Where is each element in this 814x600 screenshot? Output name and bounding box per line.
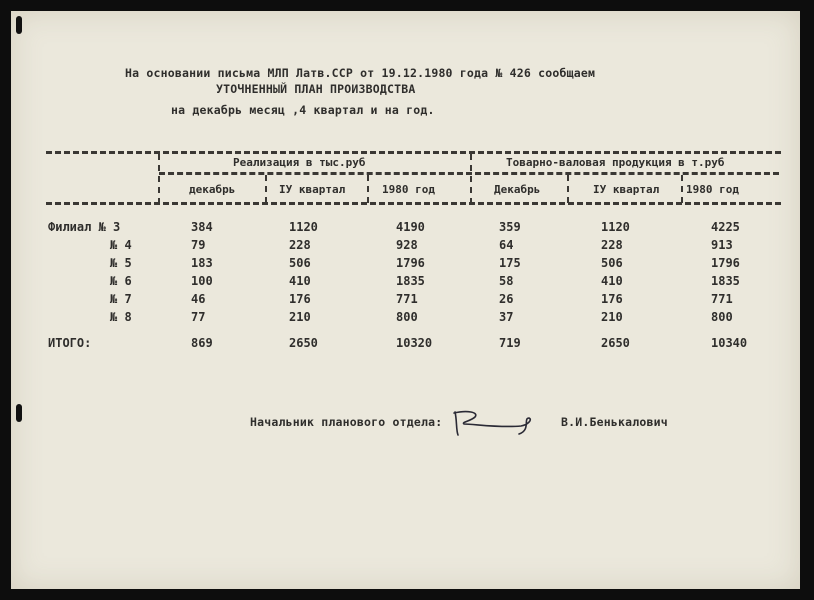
table-cell: 4225	[711, 220, 740, 234]
column-header: IУ квартал	[593, 183, 660, 196]
table-cell: 771	[396, 292, 418, 306]
header-line-1: На основании письма МЛП Латв.ССР от 19.12.1980 года № 426 сообщаем	[125, 66, 596, 80]
table-cell: 928	[396, 238, 418, 252]
table-divider	[470, 154, 472, 204]
table-cell: 4190	[396, 220, 425, 234]
row-label: № 4	[110, 238, 132, 252]
signatory-name: В.И.Бенькалович	[561, 415, 668, 429]
table-cell: 771	[711, 292, 733, 306]
table-cell: 1796	[711, 256, 740, 270]
table-cell: 506	[289, 256, 311, 270]
total-cell: 2650	[289, 336, 318, 350]
table-cell: 359	[499, 220, 521, 234]
table-cell: 46	[191, 292, 206, 306]
document-sheet	[11, 11, 800, 589]
table-cell: 183	[191, 256, 213, 270]
binding-hole	[16, 16, 22, 34]
group-header-production: Товарно-валовая продукция в т.руб	[506, 156, 725, 169]
table-cell: 1796	[396, 256, 425, 270]
table-cell: 64	[499, 238, 514, 252]
table-mid-rule	[159, 172, 779, 175]
row-label: № 7	[110, 292, 132, 306]
row-label: № 6	[110, 274, 132, 288]
total-label: ИТОГО:	[48, 336, 92, 350]
table-divider	[265, 175, 267, 203]
table-cell: 175	[499, 256, 521, 270]
total-cell: 869	[191, 336, 213, 350]
table-cell: 176	[289, 292, 311, 306]
table-cell: 37	[499, 310, 514, 324]
table-cell: 1835	[711, 274, 740, 288]
handwritten-signature	[449, 404, 539, 440]
table-divider	[158, 154, 160, 204]
total-cell: 10320	[396, 336, 433, 350]
table-cell: 410	[601, 274, 623, 288]
table-divider	[681, 175, 683, 203]
group-header-sales: Реализация в тыс.руб	[233, 156, 366, 169]
table-divider	[567, 175, 569, 203]
column-header: 1980 год	[382, 183, 435, 196]
table-cell: 26	[499, 292, 514, 306]
total-cell: 2650	[601, 336, 630, 350]
table-cell: 800	[396, 310, 418, 324]
table-cell: 1120	[289, 220, 318, 234]
table-cell: 58	[499, 274, 514, 288]
column-header: 1980 год	[686, 183, 739, 196]
signature-title: Начальник планового отдела:	[250, 415, 443, 429]
table-cell: 79	[191, 238, 206, 252]
column-header: Декабрь	[494, 183, 541, 196]
table-cell: 913	[711, 238, 733, 252]
header-line-3: на декабрь месяц ,4 квартал и на год.	[171, 103, 435, 117]
column-header: IУ квартал	[279, 183, 346, 196]
table-cell: 506	[601, 256, 623, 270]
table-cell: 228	[601, 238, 623, 252]
total-cell: 719	[499, 336, 521, 350]
table-bottom-rule	[46, 202, 781, 205]
table-cell: 1120	[601, 220, 630, 234]
table-cell: 100	[191, 274, 213, 288]
table-cell: 228	[289, 238, 311, 252]
table-cell: 800	[711, 310, 733, 324]
header-line-2: УТОЧНЕННЫЙ ПЛАН ПРОИЗВОДСТВА	[216, 82, 416, 96]
table-cell: 176	[601, 292, 623, 306]
row-label: № 8	[110, 310, 132, 324]
scan-border	[800, 0, 814, 600]
row-label: Филиал № 3	[48, 220, 121, 234]
total-cell: 10340	[711, 336, 748, 350]
table-cell: 77	[191, 310, 206, 324]
table-cell: 1835	[396, 274, 425, 288]
table-cell: 384	[191, 220, 213, 234]
table-top-rule	[46, 151, 781, 154]
table-cell: 210	[289, 310, 311, 324]
table-divider	[367, 175, 369, 203]
binding-hole	[16, 404, 22, 422]
table-cell: 410	[289, 274, 311, 288]
table-cell: 210	[601, 310, 623, 324]
row-label: № 5	[110, 256, 132, 270]
column-header: декабрь	[189, 183, 236, 196]
